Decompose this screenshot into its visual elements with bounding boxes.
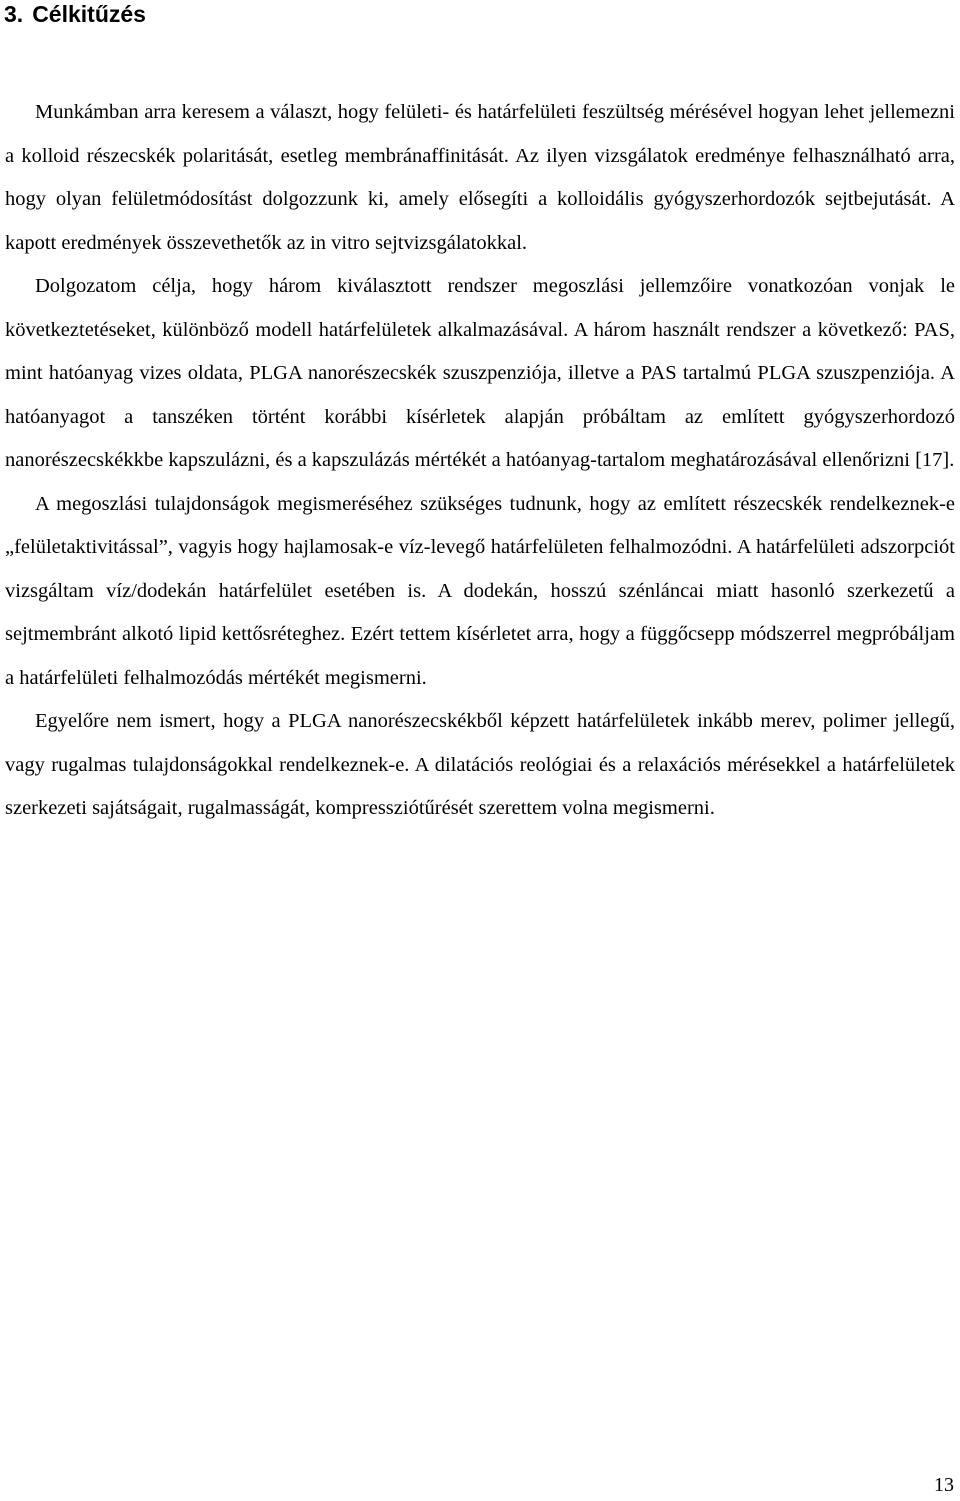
body-text: [5, 91, 955, 831]
paragraph-aims: Munkámban arra keresem a választ, hogy felületi- és határfelületi feszültség mérésével hogyan lehet jellemezni a kolloid részecskék polaritását, esetleg membránaffinitását. Az ilyen vizsgálatok eredménye felhasználható arra, hogy olyan felületmódosítást dolgozzunk ki, amely elősegíti a kolloidális gyógyszerhordozók sejtbejutását. A kapott eredmények összevethetők az in vitro sejtvizsgálatokkal.: [5, 101, 955, 254]
section-heading: [4, 0, 146, 32]
paragraph-partitioning: A megoszlási tulajdonságok megismeréséhez szükséges tudnunk, hogy az említett részecskék rendelkeznek-e „felületaktivitással”, vagyis hogy hajlamosak-e víz-levegő határfelületen felhalmozódni. A határfelületi adszorpciót vizsgáltam víz/dodekán határfelület esetében is. A dodekán, hosszú szénláncai miatt hasonló szerkezetű a sejtmembránt alkotó lipid kettősréteghez. Ezért tettem kísérletet arra, hogy a függőcsepp módszerrel megpróbáljam a határfelületi felhalmozódás mértékét megismerni.: [5, 492, 955, 689]
paragraph-goal: Dolgozatom célja, hogy három kiválasztott rendszer megoszlási jellemzőire vonatkozóan vonjak le következtetéseket, különböző modell határfelületek alkalmazásával. A három használt rendszer a következő: PAS, mint hatóanyag vizes oldata, PLGA nanorészecskék szuszpenziója, illetve a PAS tartalmú PLGA szuszpenziója. A hatóanyagot a tanszéken történt korábbi kísérletek alapján próbáltam az említett gyógyszerhordozó nanorészecskékkbe kapszulázni, és a kapszulázás mértékét a hatóanyag-tartalom meghatározásával ellenőrizni [17].: [5, 275, 955, 471]
paragraph-rheology: Egyelőre nem ismert, hogy a PLGA nanorészecskékből képzett határfelületek inkább merev, polimer jellegű, vagy rugalmas tulajdonságokkal rendelkeznek-e. A dilatációs reológiai és a relaxációs mérésekkel a határfelületek szerkezeti sajátságait, rugalmasságát, kompressziótűrését szerettem volna megismerni.: [5, 710, 955, 819]
page-number: 13: [934, 1474, 954, 1496]
section-title: Célkitűzés: [32, 1, 146, 27]
section-number: 3.: [4, 1, 24, 27]
